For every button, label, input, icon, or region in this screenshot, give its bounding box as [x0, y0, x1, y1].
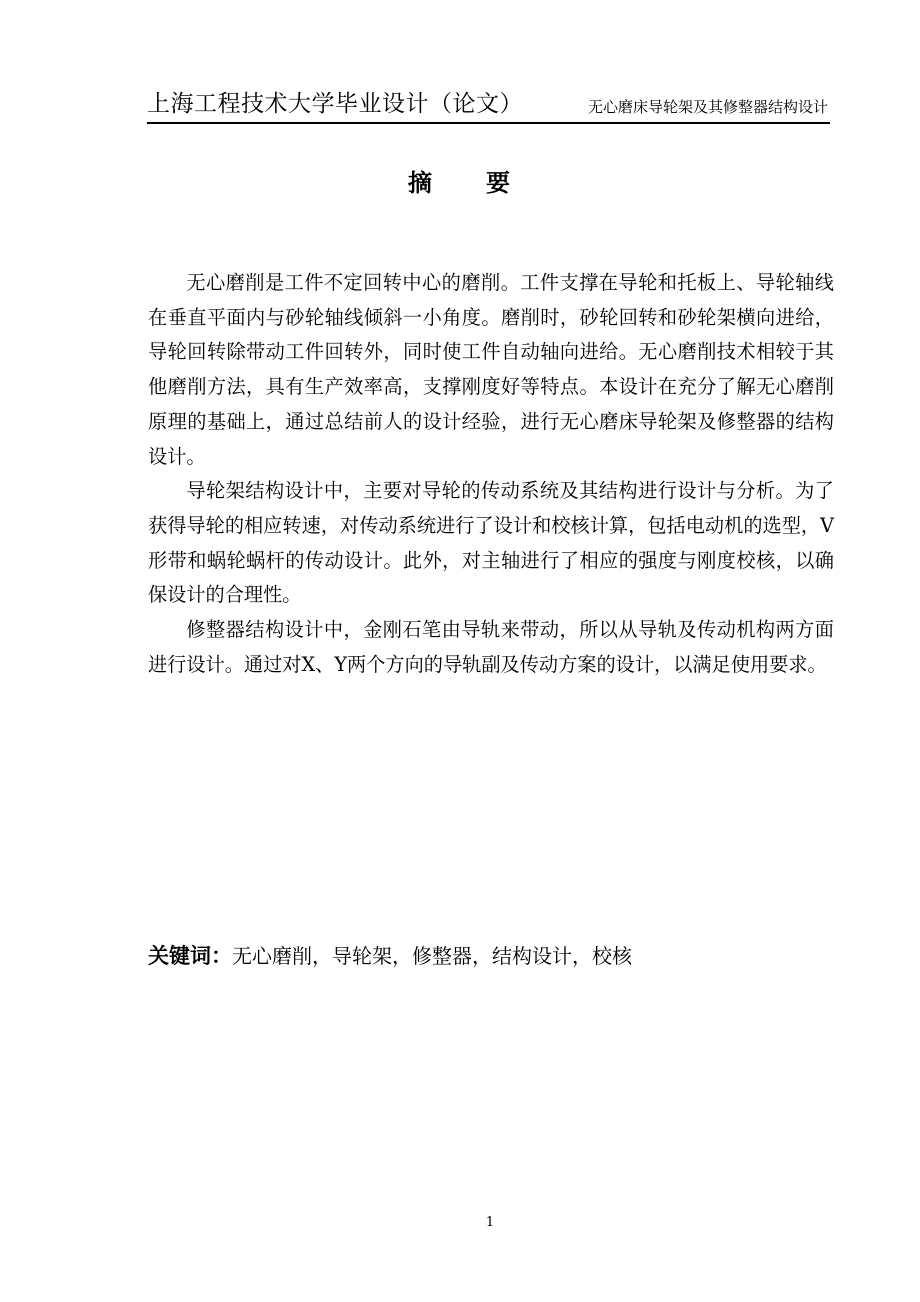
- abstract-paragraph-1: 无心磨削是工件不定回转中心的磨削。工件支撑在导轮和托板上、导轮轴线在垂直平面内与砂轮轴线倾斜一小角度。磨削时，砂轮回转和砂轮架横向进给，导轮回转除带动工件回转外，同时使工件自动轴向进给。无心磨削技术相较于其他磨削方法，具有生产效率高，支撑刚度好等特点。本设计在充分了解无心磨削原理的基础上，通过总结前人的设计经验，进行无心磨床导轮架及修整器的结构设计。: [148, 271, 834, 468]
- keywords-label: 关键词：: [148, 944, 232, 968]
- abstract-title: 摘 要: [408, 169, 512, 197]
- keywords-text: 无心磨削，导轮架，修整器，结构设计，校核: [232, 944, 632, 968]
- header-subtitle: 无心磨床导轮架及其修整器结构设计: [587, 98, 828, 116]
- keywords-line: [148, 939, 632, 973]
- abstract-paragraph-3: 修整器结构设计中，金刚石笔由导轨来带动，所以从导轨及传动机构两方面进行设计。通过对X、Y两个方向的导轨副及传动方案的设计，以满足使用要求。: [148, 618, 834, 676]
- abstract-body: [148, 266, 834, 682]
- header-title: 上海工程技术大学毕业设计（论文）: [147, 91, 523, 117]
- page-header: [147, 88, 830, 124]
- abstract-paragraph-2: 导轮架结构设计中，主要对导轮的传动系统及其结构进行设计与分析。为了获得导轮的相应转速，对传动系统进行了设计和校核计算，包括电动机的选型，V形带和蜗轮蜗杆的传动设计。此外，对主轴进行了相应的强度与刚度校核，以确保设计的合理性。: [148, 479, 834, 607]
- page-number: 1: [485, 1215, 495, 1230]
